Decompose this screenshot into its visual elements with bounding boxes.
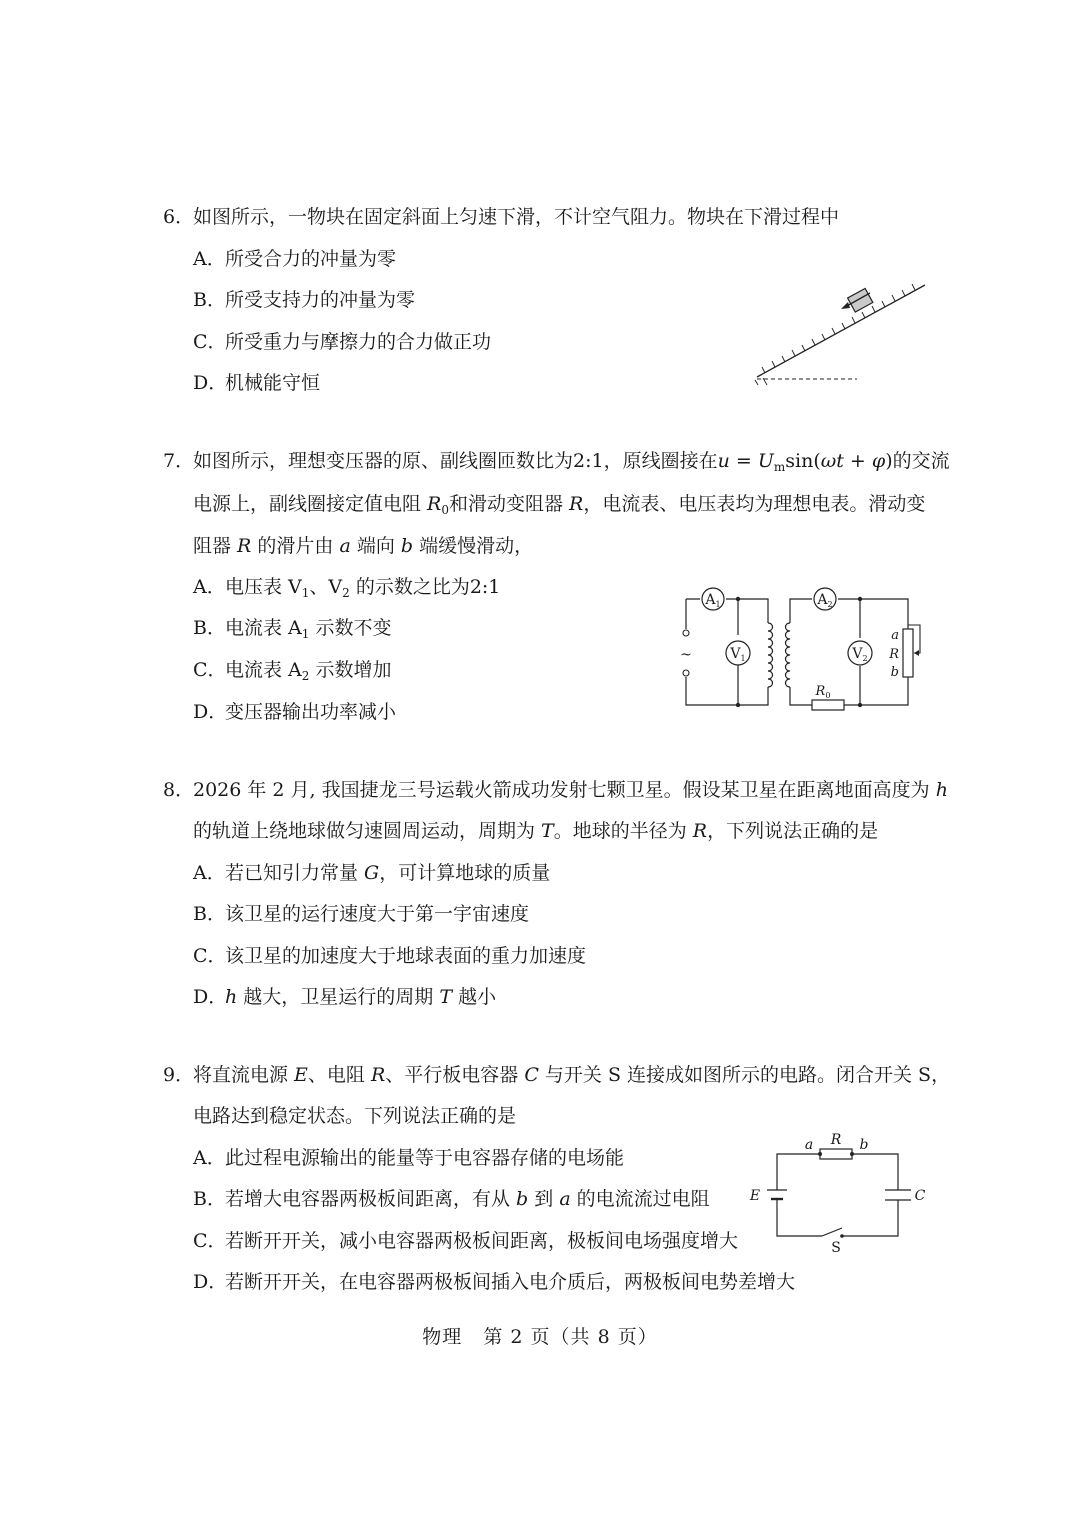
a1-label: $A_1$ [705,592,721,609]
arrow-head-icon [841,302,850,309]
q7-stem-line1: 7．如图所示，理想变压器的原、副线圈匝数比为2:1，原线圈接在$u = U_m\sin(\omega t + \varphi)$的交流 [163,450,950,474]
node-b-icon [850,1152,854,1156]
q9-option-b: B．若增大电容器两极板间距离，有从 b 到 a 的电流流过电阻 [193,1188,710,1210]
q8-option-c: C．该卫星的加速度大于地球表面的重力加速度 [193,945,587,967]
q7-stem-line2: 电源上，副线圈接定值电阻 $R_0$和滑动变阻器 R，电流表、电压表均为理想电表。滑动变 [193,493,926,517]
q7-option-b: B．电流表 $A_1$ 示数不变 [193,617,392,641]
v2-label: $V_2$ [852,646,868,663]
secondary-coil-icon [786,623,791,687]
page-footer [0,1322,1080,1349]
q9-stem-line2: 电路达到稳定状态。下列说法正确的是 [193,1105,517,1127]
node-a-icon [818,1152,822,1156]
node-a-label: a [804,1137,814,1153]
q6-option-b: B．所受支持力的冲量为零 [193,289,416,311]
incline-surface [757,285,925,377]
q8-option-b: B．该卫星的运行速度大于第一宇宙速度 [193,903,530,925]
q9-stem-line1: 9．将直流电源 E、电阻 R、平行板电容器 C 与开关 S 连接成如图所示的电路。闭合开关 S， [163,1064,951,1086]
q6-option-c: C．所受重力与摩擦力的合力做正功 [193,331,492,353]
footer-page: 第 2 页（共 8 页） [483,1326,658,1348]
q6-number: 6． [163,206,195,228]
rc-circuit-figure [742,1128,932,1256]
q9-option-a: A．此过程电源输出的能量等于电容器存储的电场能 [193,1147,625,1169]
terminal-top-icon [683,630,689,636]
a2-label: $A_2$ [817,592,833,609]
incline-figure [745,275,935,390]
q6-option-a: A．所受合力的冲量为零 [193,248,397,270]
q8-stem-line1: 8．2026 年 2 月, 我国捷龙三号运载火箭成功发射七颗卫星。假设某卫星在距离地面高度为 h [163,779,948,801]
resistor-r0-icon [812,700,844,710]
footer-subject: 物理 [422,1326,463,1348]
switch-contact-icon [840,1234,844,1238]
transformer-circuit-figure [678,583,928,715]
resistor-r-label: R [830,1132,842,1148]
q7-stem-line3: 阻器 R 的滑片由 a 端向 b 端缓慢滑动， [193,535,534,557]
junction-dots [736,597,862,707]
q6-stem [163,204,839,230]
rheostat-icon [903,629,913,677]
v1-label: $V_1$ [730,646,746,663]
rc-wires [777,1154,898,1236]
rheostat-b-label: b [890,665,899,680]
ac-source-label: ~ [680,647,692,663]
r0-label: $R_0$ [815,684,831,700]
q6-stem-text: 如图所示，一物块在固定斜面上匀速下滑，不计空气阻力。物块在下滑过程中 [193,206,840,228]
block [848,288,873,312]
slider-arrow-icon [914,650,919,656]
switch-s-label: S [831,1240,841,1256]
battery-e-label: E [749,1188,761,1204]
q9-option-d: D．若断开开关，在电容器两极板间插入电介质后，两极板间电势差增大 [193,1271,796,1293]
q8-option-d: D．h 越大，卫星运行的周期 T 越小 [193,986,497,1008]
terminal-bottom-icon [683,670,689,676]
capacitor-c-label: C [914,1188,926,1204]
q6-option-d: D．机械能守恒 [193,372,321,394]
rheostat-r-label: R [889,647,899,662]
q8-option-a: A．若已知引力常量 G，可计算地球的质量 [193,862,551,884]
q7-option-a: A．电压表 $V_1$、$V_2$ 的示数之比为2:1 [193,576,501,600]
q7-option-c: C．电流表 $A_2$ 示数增加 [193,659,392,683]
q9-option-c: C．若断开开关，减小电容器两极板间距离，极板间电场强度增大 [193,1230,739,1252]
q7-option-d: D．变压器输出功率减小 [193,701,397,723]
primary-coil-icon [768,623,773,687]
rheostat-a-label: a [891,628,899,643]
resistor-r-icon [820,1149,852,1159]
node-b-label: b [859,1137,869,1153]
q8-stem-line2: 的轨道上绕地球做匀速圆周运动，周期为 T。地球的半径为 R，下列说法正确的是 [193,820,879,842]
